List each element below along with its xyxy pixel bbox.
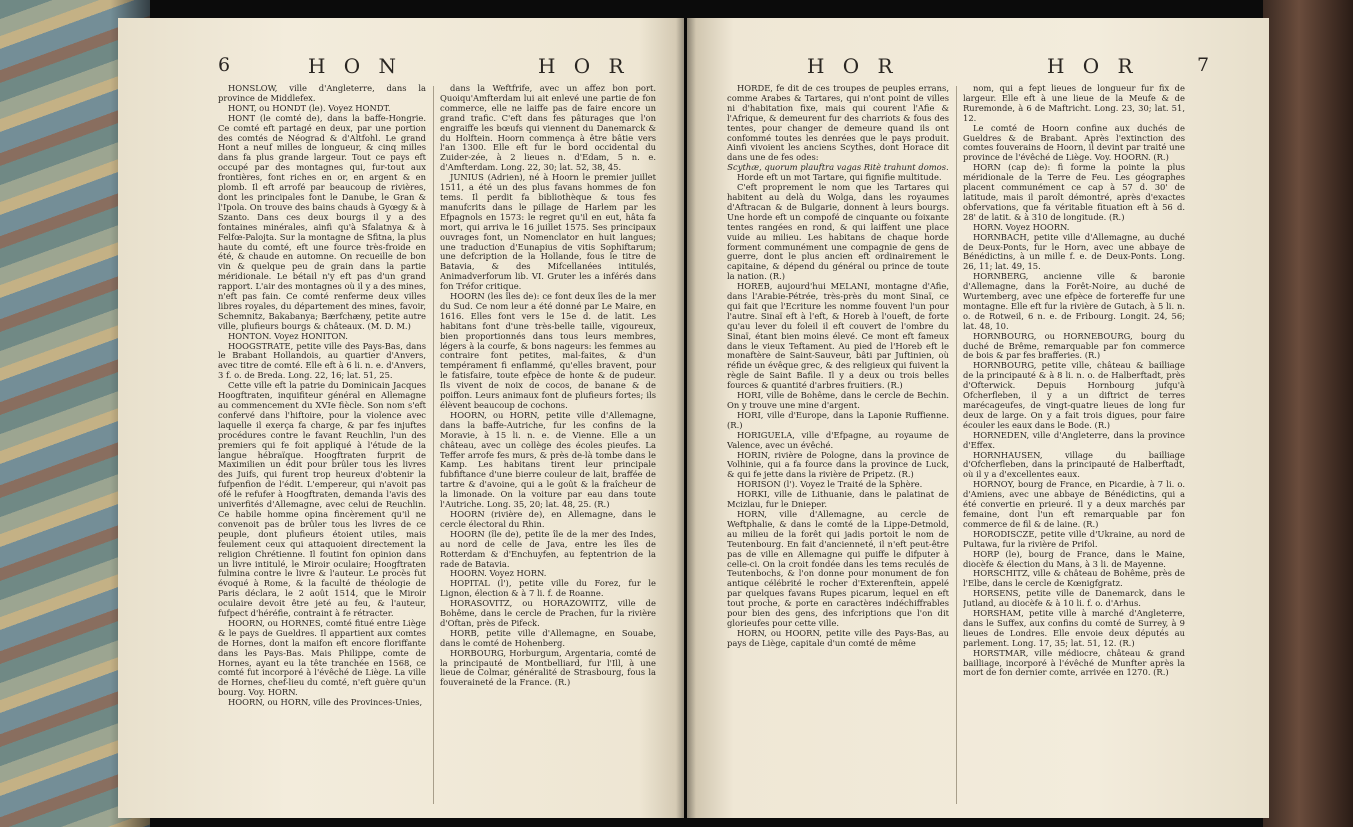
entry: HORSENS, petite ville de Danemarck, dans le Jutland, au diocèfe & à 10 li. f. o. d'Arhus. bbox=[963, 588, 1185, 609]
entry: HORI, ville de Bohême, dans le cercle de Bechin. On y trouve une mine d'argent. bbox=[727, 390, 949, 410]
entry: HORSCHITZ, ville & château de Bohême, près de l'Elbe, dans le cercle de Kœnigfgratz. bbox=[963, 568, 1185, 589]
entry: HORIN, rivière de Pologne, dans la province de Volhinie, qui a fa fource dans la province de Luck, & qui fe jette dans la rivière de Pripetz. (R.) bbox=[727, 449, 949, 480]
entry: HOORN (rivière de), en Allemagne, dans le cercle électoral du Rhin. bbox=[440, 508, 656, 529]
entry: HORSTMAR, ville médiocre, château & grand bailliage, incorporé à l'évêché de Munfter après la mort de fon dernier comte, arrivée en 1270. (R.) bbox=[963, 647, 1185, 678]
entry: HOORN. Voyez HORN. bbox=[450, 568, 547, 579]
entry: HORNEDEN, ville d'Angleterre, dans la province d'Effex. bbox=[963, 429, 1185, 450]
entry: HORBOURG, Horburgum, Argentaria, comté de la principauté de Montbelliard, fur l'Ill, à une lieue de Colmar, généralité de Strasbourg, fous la fouveraineté de la France. (R.) bbox=[440, 647, 656, 688]
entry: HOORN, ou HORN, ville des Provinces-Unies, bbox=[228, 697, 423, 708]
column-divider bbox=[433, 86, 434, 804]
verse-quote: Scythæ, quorum plauftra vagas Ritè trahunt domos. bbox=[727, 162, 949, 173]
entry: HORN, ville d'Allemagne, au cercle de Weftphalie, & dans le comté de la Lippe-Detmold, au milieu de la forêt qui jadis portoit le nom de Teutenbourg. En fait d'ancienneté, il n'eft peut-être pas de ville en Allemagne qui puiffe le difputer à celle-ci. On la croit fondée dans les tems reculés de Teutenbochs, & l'on donne pour monument de fon antique célébrité le rocher d'Exterenftein, appelé par quelques favans Rupes picarum, lequel en eft tout proche, & porte en caractères indéchiffrables pour bien des gens, des infcriptions que l'on dit glorieufes pour cette ville. bbox=[727, 508, 949, 628]
entry: Cette ville eft la patrie du Dominicain Jacques Hoogftraten, inquifiteur général en Allemagne au commencement du XVIe fiècle. Son nom s'eft confervé dans l'hiftoire, pour la violence avec laquelle il exerça fa charge, & par fes injuftes procédures contre le favant Reuchlin, l'un des premiers qui fe foit appliqué à l'étude de la langue hébraïque. Hoogftraten furprit de Maximilien un édit pour brûler tous les livres des Juifs, qui furent trop heureux d'obtenir la fufpenfion de l'édit. L'empereur, qui n'avoit pas ofé le refufer à Hoogftraten, demanda l'avis des univerfités d'Allemagne, avec celui de Reuchlin. Ce habile homme opina fincèrement qu'il ne convenoit pas de brûler tous les livres de ce peuple, dont plufieurs étoient utiles, mais feulement ceux qui attaquoient directement la religion Chrétienne. Il foutint fon opinion dans un livre intitulé, le Miroir oculaire; Hoogftraten fulmina contre le livre & l'auteur. Le procès fut évoqué à Rome, & la faculté de théologie de Paris déclara, le 2 août 1514, que le Miroir oculaire devoit être jeté au feu, & l'auteur, fufpect d'héréfie, contraint à fe rétracter. bbox=[218, 380, 426, 619]
right-page-number: 7 bbox=[1197, 54, 1210, 76]
entry: HOREB, aujourd'hui MELANI, montagne d'Afie, dans l'Arabie-Pétrée, très-près du mont Sinaï, ce qui fait que l'Ecriture les nomme fouvent l'un pour l'autre. Sinaï eft à l'eft, & Horeb à l'oueft, de forte qu'au lever du foleil il eft couvert de l'ombre du Sinaï, étant bien moins élevé. Ce mont eft fameux dans le vieux Teftament. Au pied de l'Horeb eft le monaftère de Saint-Sauveur, bâti par Juftinien, où réfide un évêque grec, & des religieux qui fuivent la règle de Saint Bafile. Il y a deux ou trois belles fources & quantité d'arbres fruitiers. (R.) bbox=[727, 281, 949, 391]
entry: HORI, ville d'Europe, dans la Laponie Ruffienne. (R.) bbox=[727, 409, 949, 430]
entry: HORDE, fe dit de ces troupes de peuples errans, comme Arabes & Tartares, qui n'ont point de villes ni d'habitation fixe, mais qui courent l'Afie & l'Afrique, & demeurent fur des charriots & fous des tentes, pour changer de demeure quand ils ont confommé toutes les denrées que le pays produit. Ainfi vivoient les anciens Scythes, dont Horace dit dans une de fes odes: bbox=[727, 84, 949, 163]
right-page-header bbox=[687, 54, 1269, 84]
entry: HORNHAUSEN, village du bailliage d'Ofcherfleben, dans la principauté de Halberftadt, où il y a d'excellentes eaux. bbox=[963, 449, 1185, 480]
entry: JUNIUS (Adrien), né à Hoorn le premier juillet 1511, a été un des plus favans hommes de fon tems. Il perdit fa bibliothèque & tous fes manufcrits dans le pillage de Harlem par les Efpagnols en 1573: le regret qu'il en eut, hâta fa mort, qui arriva le 16 juillet 1575. Ses principaux ouvrages font, un Nomenclator en huit langues; une traduction d'Eunapius de vitis Sophiftarum; une defcription de la Hollande, fous le titre de Batavia, & des Mifcellanées intitulés, Animadverforum lib. VI. Gruter les a inférés dans fon Tréfor critique. bbox=[440, 172, 656, 292]
column-divider bbox=[956, 86, 957, 804]
entry: HORASOVITZ, ou HORAZOWITZ, ville de Bohême, dans le cercle de Prachen, fur la rivière d'Oftan, près de Pifeck. bbox=[440, 598, 656, 628]
left-column-1 bbox=[218, 84, 426, 804]
left-page-number: 6 bbox=[218, 54, 231, 76]
entry: Horde eft un mot Tartare, qui fignifie multitude. bbox=[737, 172, 942, 183]
entry: HONSLOW, ville d'Angleterre, dans la province de Middlefex. bbox=[218, 84, 426, 103]
entry: HORISON (l'). Voyez le Traité de la Sphère. bbox=[737, 479, 923, 490]
entry: HORP (le), bourg de France, dans le Maine, diocèfe & élection du Mans, à 3 li. de Mayenne. bbox=[963, 548, 1185, 569]
entry: C'eft proprement le nom que les Tartares qui habitent au delà du Wolga, dans les royaumes d'Aftracan & de Bulgarie, donnent à leurs bourgs. Une horde eft un compofé de cinquante ou foixante tentes rangées en rond, & qui laiffent une place vuide au milieu. Les habitans de chaque horde forment communément une compagnie de gens de guerre, dont le plus ancien eft ordinairement le capitaine, & dépend du général ou prince de toute la nation. (R.) bbox=[727, 182, 949, 282]
left-page-header bbox=[118, 54, 684, 84]
entry: HOORN, ou HORNES, comté fitué entre Liège & le pays de Gueldres. Il appartient aux comtes de Hornes, dont la maifon eft encore floriffante dans les Pays-Bas. Mais Philippe, comte de Hornes, ayant eu la tête tranchée en 1568, ce comté fut incorporé à l'évêché de Liège. La ville de Hornes, chef-lieu du comté, n'eft guère qu'un bourg. Voy. HORN. bbox=[218, 617, 426, 698]
entry: HORNBERG, ancienne ville & baronie d'Allemagne, dans la Forêt-Noire, au duché de Wurtemberg, avec une efpèce de fortereffe fur une montagne. Elle eft fur la rivière de Gutach, à 5 li. n. o. de Rotweil, 6 n. e. de Fribourg. Longit. 24, 56; lat. 48, 10. bbox=[963, 271, 1185, 331]
entry: HORNOY, bourg de France, en Picardie, à 7 li. o. d'Amiens, avec une abbaye de Bénédictins, qui a été convertie en prieuré. Il y a deux marchés par femaine, dont l'un eft remarquable par fon commerce de fil & de laine. (R.) bbox=[963, 479, 1185, 529]
right-page bbox=[687, 18, 1269, 818]
left-column-2 bbox=[440, 84, 656, 804]
book-cover-right bbox=[1263, 0, 1353, 827]
entry: HOORN (les îles de): ce font deux îles de la mer du Sud. Ce nom leur a été donné par Le Maire, en 1616. Elles font vers le 15e d. de latit. Les habitans font d'une très-belle taille, vigoureux, bien proportionnés dans tous leurs membres, légers à la courfe, & bons nageurs: les femmes au contraire font petites, mal-faites, & d'un tempérament fi enflammé, qu'elles bravent, pour le fatisfaire, toute efpèce de honte & de pudeur. Ils vivent de noix de cocos, de banane & de poiffon. Leurs animaux font de plufieurs fortes; ils élèvent beaucoup de cochons. bbox=[440, 291, 656, 410]
entry: HOORN, ou HORN, petite ville d'Allemagne, dans la baffe-Autriche, fur les confins de la Moravie, à 15 li. n. e. de Vienne. Elle a un château, avec un collège des écoles pieufes. La Teffer arrofe fes murs, & près de-là tombe dans le Kamp. Les habitans tirent leur principale fubfiftance d'une bierre couleur de lait, braffée de tartre & d'avoine, qui a le goût & la fraîcheur de la limonade. On la voiture par eau dans toute l'Autriche. Long. 35, 20; lat. 48, 25. (R.) bbox=[440, 409, 656, 510]
left-running-head-1: H O N bbox=[308, 54, 403, 78]
entry: HONT, ou HONDT (le). Voyez HONDT. bbox=[228, 102, 391, 113]
entry: HORNBOURG, ou HORNEBOURG, bourg du duché de Brême, remarquable par fon commerce de bois & par fes brafferies. (R.) bbox=[963, 330, 1185, 361]
entry: HORIGUELA, ville d'Efpagne, au royaume de Valence, avec un évêché. bbox=[727, 429, 949, 450]
entry: HORSHAM, petite ville à marché d'Angleterre, dans le Suffex, aux confins du comté de Surrey, à 9 lieues de Londres. Elle envoie deux députés au parlement. Long. 17, 35; lat. 51, 12. (R.) bbox=[963, 608, 1185, 648]
entry: HORN. Voyez HOORN. bbox=[973, 221, 1070, 232]
left-page bbox=[118, 18, 684, 818]
entry: Le comté de Hoorn confine aux duchés de Gueldres & de Brabant. Après l'extinction des comtes fouverains de Hoorn, il devint par traité une province de l'évêché de Liège. Voy. HOORN. (R.) bbox=[963, 122, 1185, 163]
left-running-head-2: H O R bbox=[538, 54, 630, 78]
entry: HOORN (île de), petite île de la mer des Indes, au nord de celle de Java, entre les îles de Rotterdam & d'Enchuyfen, au feptentrion de la rade de Batavia. bbox=[440, 528, 656, 569]
entry: nom, qui a fept lieues de longueur fur fix de largeur. Elle eft à une lieue de la Meufe & de Ruremonde, à 6 de Maftricht. Long. 23, 30; lat. 51, 12. bbox=[963, 84, 1185, 123]
entry: HORN (cap de): fi forme la pointe la plus méridionale de la Terre de Feu. Les géographes placent communément ce cap à 57 d. 30' de latitude, mais il paroît démontré, après d'exactes obfervations, que fa véritable fituation eft à 56 d. 28' de latit. & à 310 de longitude. (R.) bbox=[963, 162, 1185, 222]
entry: HORKI, ville de Lithuanie, dans le palatinat de Mcizlau, fur le Dnieper. bbox=[727, 489, 949, 510]
entry: HORNBOURG, petite ville, château & bailliage de la principauté & à 8 li. n. o. de Halberftadt, près d'Ofterwick. Depuis Hornbourg jufqu'à Ofcherfleben, il y a un diftrict de terres marécageufes, de vingt-quatre lieues de long fur deux de large. On y a fait trois digues, pour faire écouler les eaux dans le Bode. (R.) bbox=[963, 360, 1185, 430]
book-gutter bbox=[676, 18, 696, 818]
entry: HONT (le comté de), dans la baffe-Hongrie. Ce comté eft partagé en deux, par une portion des comtés de Néograd & d'Altfohl. Le grand Hont a neuf milles de longueur, & cinq milles dans fa plus grande largeur. Tout ce pays eft occupé par des montagnes qui, fur-tout aux frontières, font riches en or, en argent & en plomb. Il eft arrofé par beaucoup de rivières, dont les principales font le Danube, le Gran & l'Ipola. On trouve des bains chauds à Gyœgy & à Szanto. Dans ces deux bourgs il y a des fontaines minérales, ainfi qu'à Sfalatnya & à Felfœ-Palojta. Sur la montagne de Sfitna, la plus haute du comté, eft une fource très-froide en été, & chaude en automne. On recueille de bon vin & quelque peu de grain dans la partie méridionale. Le bétail n'y eft pas d'un grand rapport. L'air des montagnes où il y a des mines, n'eft pas fain. Ce comté renferme deux villes libres royales, du département des mines, favoir, Schemnitz, Bakabanya; Bærfchæny, petite autre ville, plufieurs bourgs & châteaux. (M. D. M.) bbox=[218, 112, 426, 331]
entry: HORB, petite ville d'Allemagne, en Souabe, dans le comté de Hohenberg. bbox=[440, 627, 656, 648]
entry: HOOGSTRATE, petite ville des Pays-Bas, dans le Brabant Hollandois, au quartier d'Anvers, avec titre de comté. Elle eft à 6 li. n. e. d'Anvers, 3 f. o. de Breda. Long. 22, 16; lat. 51, 25. bbox=[218, 340, 426, 381]
right-running-head-2: H O R bbox=[1047, 54, 1139, 78]
right-column-2 bbox=[963, 84, 1185, 804]
entry: HONTON. Voyez HONITON. bbox=[228, 330, 348, 341]
right-column-1 bbox=[727, 84, 949, 804]
entry: dans la Weftfrife, avec un affez bon port. Quoiqu'Amfterdam lui ait enlevé une partie de fon commerce, elle ne laiffe pas de faire encore un grand trafic. C'eft dans fes pâturages que l'on engraiffe les bœufs qui viennent du Danemarck & du Holftein. Hoorn commença à être bâtie vers l'an 1300. Elle eft fur le bord occidental du Zuider-zée, à 2 lieues n. d'Edam, 5 n. e. d'Amfterdam. Long. 22, 30; lat. 52, 38, 45. bbox=[440, 84, 656, 173]
entry: HOPITAL (l'), petite ville du Forez, fur le Lignon, élection & à 7 li. f. de Roanne. bbox=[440, 578, 656, 599]
entry: HORODISCZE, petite ville d'Ukraine, au nord de Pultawa, fur la rivière de Prifol. bbox=[963, 528, 1185, 549]
right-running-head-1: H O R bbox=[807, 54, 899, 78]
entry: HORNBACH, petite ville d'Allemagne, au duché de Deux-Ponts, fur le Horn, avec une abbaye de Bénédictins, à un mille f. e. de Deux-Ponts. Long. 26, 11; lat. 49, 15. bbox=[963, 231, 1185, 272]
entry: HORN, ou HOORN, petite ville des Pays-Bas, au pays de Liège, capitale d'un comté de même bbox=[727, 627, 949, 648]
